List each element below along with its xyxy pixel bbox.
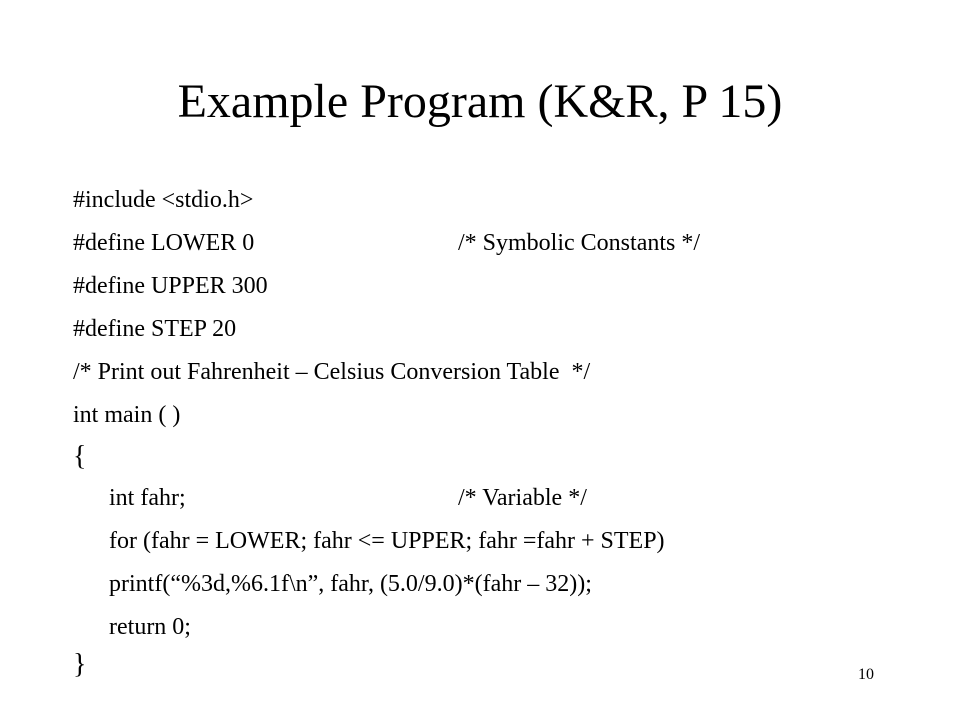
- code-line-define-lower: #define LOWER 0: [73, 230, 255, 256]
- code-line-var-decl: int fahr;: [109, 485, 186, 511]
- code-comment-variable: /* Variable */: [458, 485, 587, 511]
- code-line-printf: printf(“%3d,%6.1f\n”, fahr, (5.0/9.0)*(fahr – 32));: [109, 571, 592, 597]
- code-comment-symbolic-constants: /* Symbolic Constants */: [458, 230, 701, 256]
- code-line-include: #include <stdio.h>: [73, 187, 254, 213]
- code-line-main-decl: int main ( ): [73, 402, 181, 428]
- code-line-for-loop: for (fahr = LOWER; fahr <= UPPER; fahr =fahr + STEP): [109, 528, 665, 554]
- code-line-define-step: #define STEP 20: [73, 316, 237, 342]
- slide-title: Example Program (K&R, P 15): [177, 75, 783, 128]
- code-line-define-upper: #define UPPER 300: [73, 273, 268, 299]
- code-line-return: return 0;: [109, 614, 191, 640]
- code-close-brace: }: [73, 649, 87, 680]
- code-line-block-comment: /* Print out Fahrenheit – Celsius Conversion Table */: [73, 359, 591, 385]
- code-open-brace: {: [73, 441, 87, 472]
- page-number: 10: [858, 666, 874, 683]
